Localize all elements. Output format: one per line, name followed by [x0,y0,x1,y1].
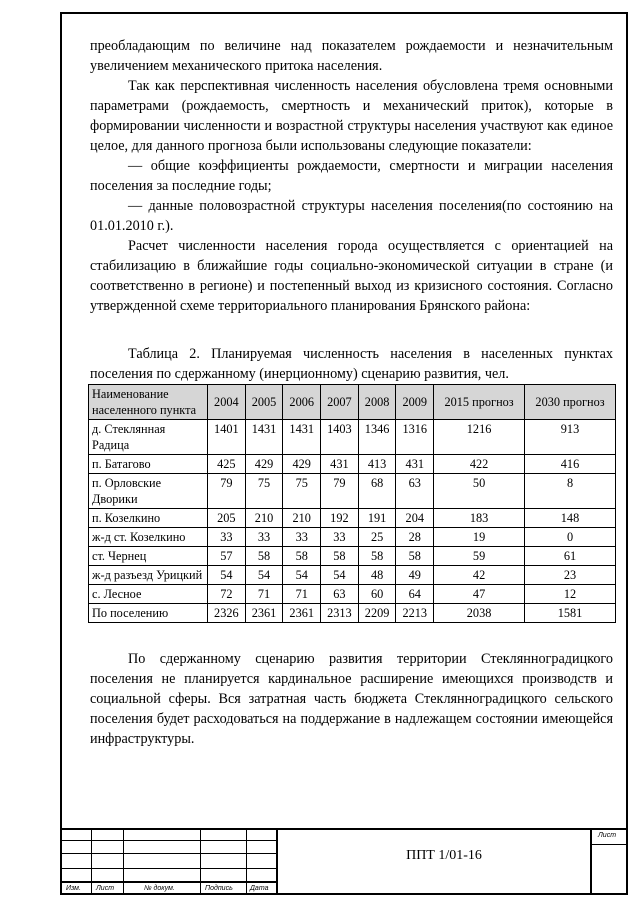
header-2005: 2005 [245,385,283,420]
population-cell: 148 [525,509,616,528]
population-cell: 75 [283,474,321,509]
settlement-name-cell: п. Козелкино [89,509,208,528]
population-cell: 210 [245,509,283,528]
stamp-label-sheet: Лист [96,885,115,892]
population-cell: 58 [396,547,434,566]
population-cell: 191 [358,509,396,528]
population-cell: 54 [245,566,283,585]
population-cell: 210 [283,509,321,528]
population-cell: 50 [434,474,525,509]
population-cell: 68 [358,474,396,509]
population-cell: 49 [396,566,434,585]
population-cell: 204 [396,509,434,528]
table-caption: Таблица 2. Планируемая численность населения в населенных пунктах поселения по сдержанному (инерционному) сценарию развития, чел. [90,346,613,382]
document-number: ППТ 1/01-16 [406,848,482,863]
population-cell: 58 [245,547,283,566]
settlement-name-cell: ст. Чернец [89,547,208,566]
population-cell: 8 [525,474,616,509]
population-cell: 1316 [396,420,434,455]
stamp-label-change: Изм. [66,885,81,892]
population-cell: 60 [358,585,396,604]
settlement-name-cell: п. Батагово [89,455,208,474]
population-cell: 48 [358,566,396,585]
table-row [89,420,616,455]
header-name: Наименование населенного пункта [89,385,208,420]
population-cell: 1401 [208,420,246,455]
population-cell: 431 [396,455,434,474]
population-cell: 1431 [283,420,321,455]
population-cell: 58 [358,547,396,566]
population-cell: 12 [525,585,616,604]
population-cell: 75 [245,474,283,509]
population-cell: 33 [321,528,359,547]
population-cell: 71 [245,585,283,604]
table-row [89,604,616,623]
header-2009: 2009 [396,385,434,420]
population-cell: 416 [525,455,616,474]
header-2030: 2030 прогноз [525,385,616,420]
population-cell: 431 [321,455,359,474]
population-cell: 57 [208,547,246,566]
table-row [89,528,616,547]
table-header-row [89,385,616,420]
population-cell: 1581 [525,604,616,623]
table-row [89,509,616,528]
population-cell: 1431 [245,420,283,455]
table-row [89,566,616,585]
population-cell: 64 [396,585,434,604]
settlement-name-cell: ж-д разъезд Урицкий [89,566,208,585]
table-row [89,455,616,474]
population-table [88,384,616,623]
population-cell: 59 [434,547,525,566]
population-cell: 71 [283,585,321,604]
settlement-name-cell: ж-д ст. Козелкино [89,528,208,547]
population-cell: 2361 [283,604,321,623]
population-cell: 58 [321,547,359,566]
list-item-1: — общие коэффициенты рождаемости, смертности и миграции населения поселения за последние годы; [90,158,613,194]
population-cell: 2361 [245,604,283,623]
population-cell: 33 [283,528,321,547]
population-cell: 0 [525,528,616,547]
population-cell: 23 [525,566,616,585]
population-cell: 19 [434,528,525,547]
population-cell: 429 [245,455,283,474]
stamp-label-docnum: № докум. [144,885,175,892]
settlement-name-cell: По поселению [89,604,208,623]
population-cell: 25 [358,528,396,547]
population-cell: 42 [434,566,525,585]
population-cell: 54 [208,566,246,585]
population-cell: 79 [208,474,246,509]
population-cell: 2313 [321,604,359,623]
population-cell: 28 [396,528,434,547]
stamp-label-page: Лист [598,832,617,839]
population-cell: 425 [208,455,246,474]
list-item-2: — данные половозрастной структуры населения поселения(по состоянию на 01.01.2010 г.). [90,198,613,234]
table-row [89,547,616,566]
population-cell: 61 [525,547,616,566]
population-cell: 422 [434,455,525,474]
population-cell: 54 [321,566,359,585]
header-2006: 2006 [283,385,321,420]
paragraph-4: По сдержанному сценарию развития территории Стеклянноградицкого поселения не планируется кардинальное расширение имеющихся производств и социальной сферы. Вся затратная часть бюджета Стеклянноградицкого сельского поселения будет расходоваться на поддержание в надлежащем состоянии имеющейся инфраструктуры. [90,651,613,747]
header-2004: 2004 [208,385,246,420]
population-cell: 58 [283,547,321,566]
settlement-name-cell: с. Лесное [89,585,208,604]
settlement-name-cell: п. Орловские Дворики [89,474,208,509]
population-cell: 54 [283,566,321,585]
table-row [89,585,616,604]
population-cell: 1216 [434,420,525,455]
document-body [90,36,613,749]
settlement-name-cell: д. Стеклянная Радица [89,420,208,455]
header-2008: 2008 [358,385,396,420]
header-2007: 2007 [321,385,359,420]
table-row [89,474,616,509]
population-cell: 33 [245,528,283,547]
population-cell: 413 [358,455,396,474]
population-cell: 2209 [358,604,396,623]
population-cell: 2038 [434,604,525,623]
population-cell: 1346 [358,420,396,455]
header-2015: 2015 прогноз [434,385,525,420]
population-cell: 205 [208,509,246,528]
paragraph-1: преобладающим по величине над показателем рождаемости и незначительным увеличением механического притока населения. [90,38,613,74]
population-cell: 33 [208,528,246,547]
population-cell: 72 [208,585,246,604]
population-cell: 63 [396,474,434,509]
paragraph-3: Расчет численности населения города осуществляется с ориентацией на стабилизацию в ближайшие годы социально-экономической ситуации в стране (и соответственно в регионе) и постепенный выход из кризисного состояния. Согласно утвержденной схеме территориального планирования Брянского района: [90,238,613,314]
stamp-label-signature: Подпись [205,885,233,892]
population-cell: 2213 [396,604,434,623]
population-cell: 429 [283,455,321,474]
population-cell: 1403 [321,420,359,455]
population-cell: 79 [321,474,359,509]
title-block [60,828,628,895]
population-cell: 183 [434,509,525,528]
stamp-label-date: Дата [250,885,269,892]
population-cell: 63 [321,585,359,604]
population-cell: 2326 [208,604,246,623]
population-cell: 192 [321,509,359,528]
population-cell: 47 [434,585,525,604]
paragraph-2: Так как перспективная численность населения обусловлена тремя основными параметрами (рождаемость, смертность и механический приток), которые в формировании численности и возрастной структуры населения участвуют как единое целое, для данного прогноза были использованы следующие показатели: [90,78,613,154]
population-cell: 913 [525,420,616,455]
